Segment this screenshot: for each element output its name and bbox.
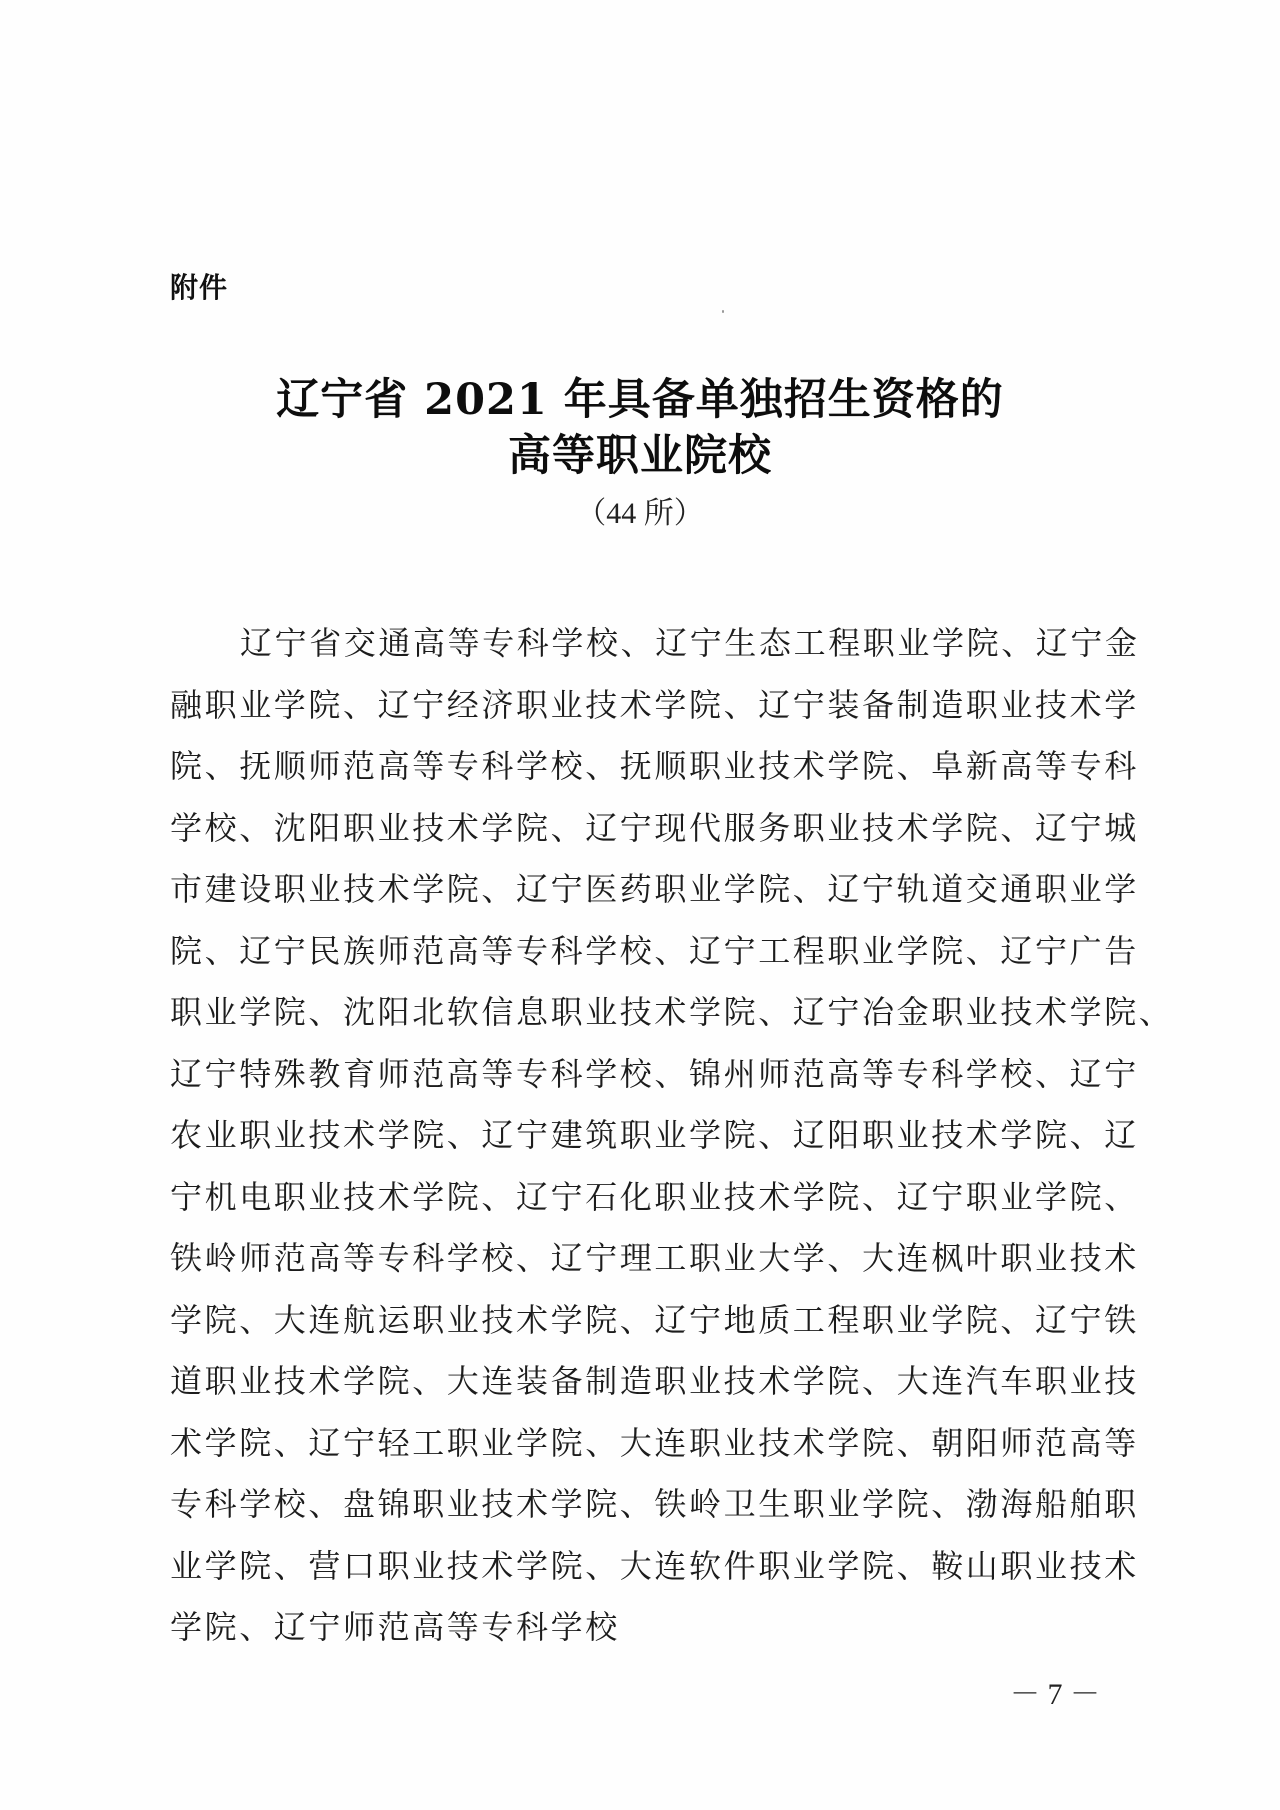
title-block: [0, 372, 1280, 534]
body-line: 市建设职业技术学院、辽宁医药职业学院、辽宁轨道交通职业学: [170, 870, 1139, 908]
body-line: 融职业学院、辽宁经济职业技术学院、辽宁装备制造职业技术学: [170, 685, 1139, 724]
body-line: 院、抚顺师范高等专科学校、抚顺职业技术学院、阜新高等专科: [170, 747, 1139, 785]
body-line: 学院、大连航运职业技术学院、辽宁地质工程职业学院、辽宁铁: [170, 1300, 1139, 1339]
scan-speck: [722, 310, 724, 313]
school-list-paragraph: [170, 613, 1174, 1659]
body-line: 道职业技术学院、大连装备制造职业技术学院、大连汽车职业技: [170, 1362, 1139, 1400]
body-line: 辽宁省交通高等专科学校、辽宁生态工程职业学院、辽宁金: [240, 624, 1140, 662]
body-line: 专科学校、盘锦职业技术学院、铁岭卫生职业学院、渤海船舶职: [170, 1485, 1139, 1523]
body-line: 学校、沈阳职业技术学院、辽宁现代服务职业技术学院、辽宁城: [170, 808, 1139, 847]
body-line: 农业职业技术学院、辽宁建筑职业学院、辽阳职业技术学院、辽: [170, 1116, 1139, 1154]
body-line: 辽宁特殊教育师范高等专科学校、锦州师范高等专科学校、辽宁: [170, 1054, 1139, 1093]
school-count: （44 所）: [576, 497, 704, 530]
attachment-label: 附件: [170, 271, 229, 304]
title-line-2: 高等职业院校: [508, 431, 772, 481]
body-line: 铁岭师范高等专科学校、辽宁理工职业大学、大连枫叶职业技术: [170, 1239, 1139, 1277]
body-line: 业学院、营口职业技术学院、大连软件职业学院、鞍山职业技术: [170, 1546, 1139, 1585]
page-number: － 7 －: [1010, 1678, 1100, 1711]
title-line-1: 辽宁省 2021 年具备单独招生资格的: [276, 375, 1004, 425]
body-line: 院、辽宁民族师范高等专科学校、辽宁工程职业学院、辽宁广告: [170, 931, 1139, 970]
body-line: 宁机电职业技术学院、辽宁石化职业技术学院、辽宁职业学院、: [170, 1177, 1139, 1216]
body-line: 术学院、辽宁轻工职业学院、大连职业技术学院、朝阳师范高等: [170, 1423, 1139, 1462]
body-line: 学院、辽宁师范高等专科学校: [170, 1608, 620, 1646]
body-line: 职业学院、沈阳北软信息职业技术学院、辽宁冶金职业技术学院、: [170, 993, 1174, 1031]
